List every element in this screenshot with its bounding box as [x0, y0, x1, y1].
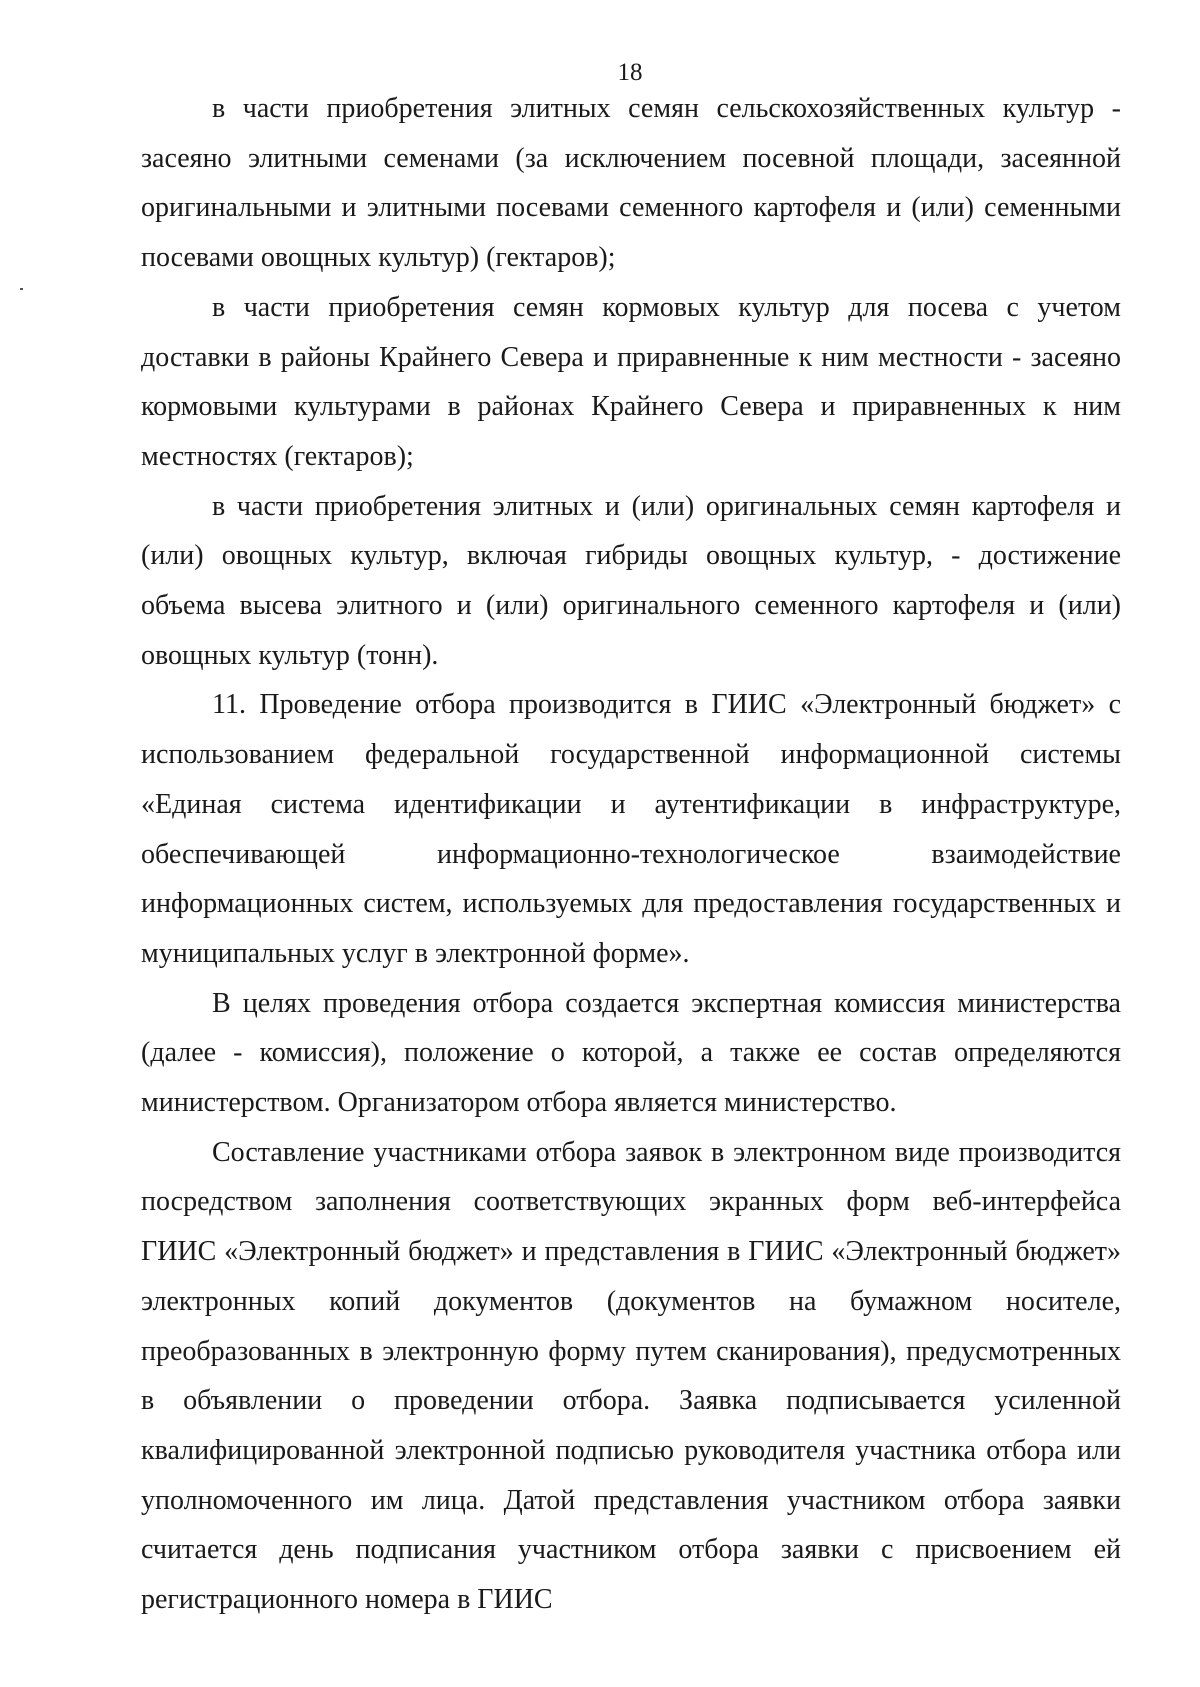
paragraph-electronic-applications: Составление участниками отбора заявок в электронном виде производится посредством заполнения соответствующих экранных форм веб-интерфейса ГИИС «Электронный бюджет» и представления в ГИИС «Электронный бюджет» электронных копий документов (документов на бумажном носителе, преобразованных в электронную форму путем сканирования), предусмотренных в объявлении о проведении отбора. Заявка подписывается усиленной квалифицированной электронной подписью руководителя участника отбора или уполномоченного им лица. Датой представления участником отбора заявки считается день подписания участником отбора заявки с присвоением ей регистрационного номера в ГИИС [141, 1136, 1121, 1616]
page-number: 18 [617, 59, 643, 86]
scan-artifact-mark [20, 288, 23, 290]
paragraph-section-11: 11. Проведение отбора производится в ГИИС «Электронный бюджет» с использованием федеральной государственной информационной системы «Единая система идентификации и аутентификации в инфраструктуре, обеспечивающей информационно-технологическое взаимодействие информационных систем, используемых для предоставления государственных и муниципальных услуг в электронной форме». [141, 689, 1121, 969]
document-body [141, 84, 1121, 1625]
paragraph-expert-commission: В целях проведения отбора создается экспертная комиссия министерства (далее - комиссия), положение о которой, а также ее состав определяются министерством. Организатором отбора является министерство. [141, 987, 1121, 1119]
paragraph-elite-seeds: в части приобретения элитных семян сельскохозяйственных культур - засеяно элитными семенами (за исключением посевной площади, засеянной оригинальными и элитными посевами семенного картофеля и (или) семенными посевами овощных культур) (гектаров); [141, 93, 1121, 274]
paragraph-potato-vegetable-seeds: в части приобретения элитных и (или) оригинальных семян картофеля и (или) овощных культур, включая гибриды овощных культур, - достижение объема высева элитного и (или) оригинального семенного картофеля и (или) овощных культур (тонн). [141, 490, 1121, 671]
paragraph-forage-seeds: в части приобретения семян кормовых культур для посева с учетом доставки в районы Крайнего Севера и приравненные к ним местности - засеяно кормовыми культурами в районах Крайнего Севера и приравненных к ним местностях (гектаров); [141, 291, 1121, 472]
